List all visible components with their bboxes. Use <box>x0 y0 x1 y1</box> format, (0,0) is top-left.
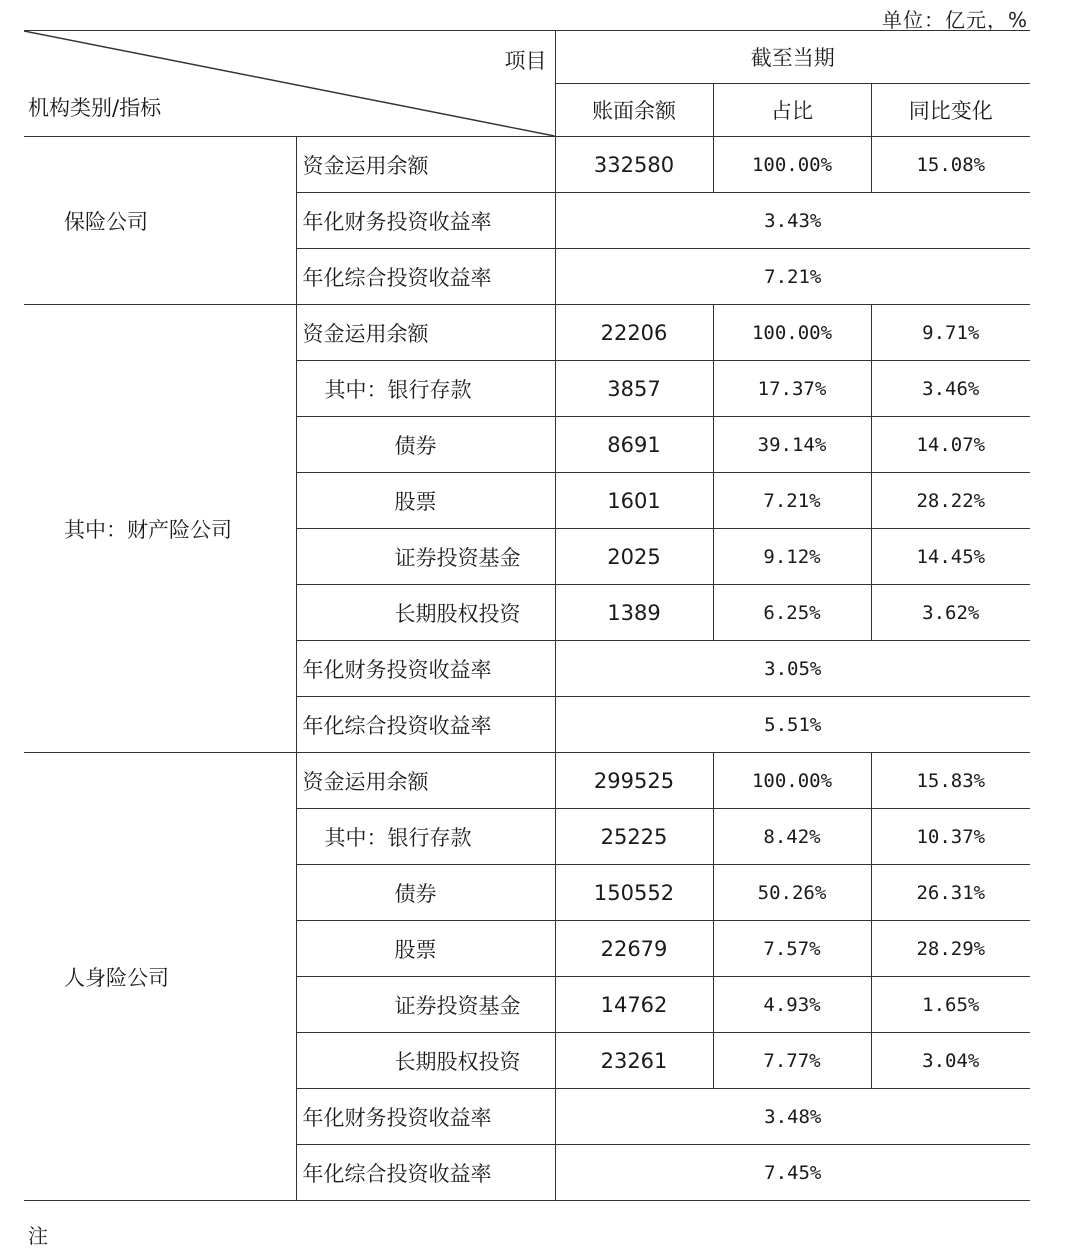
return-rate-value: 3.05% <box>555 641 1030 697</box>
return-rate-label: 年化综合投资收益率 <box>296 1145 555 1201</box>
balance-value: 1601 <box>555 473 713 529</box>
balance-value: 22679 <box>555 921 713 977</box>
yoy-value: 10.37% <box>871 809 1030 865</box>
diagonal-header-cell <box>24 31 555 137</box>
indicator-label: 其中：银行存款 <box>296 361 555 417</box>
yoy-value: 28.29% <box>871 921 1030 977</box>
return-rate-label: 年化财务投资收益率 <box>296 193 555 249</box>
institution-category-cell: 其中：财产险公司 <box>24 305 296 753</box>
balance-value: 150552 <box>555 865 713 921</box>
yoy-value: 15.83% <box>871 753 1030 809</box>
indicator-label: 股票 <box>296 473 555 529</box>
indicator-label: 长期股权投资 <box>296 585 555 641</box>
institution-category-cell: 保险公司 <box>24 137 296 305</box>
unit-label: 单位：亿元，% <box>881 8 1028 32</box>
yoy-value: 14.07% <box>871 417 1030 473</box>
balance-value: 22206 <box>555 305 713 361</box>
yoy-value: 28.22% <box>871 473 1030 529</box>
indicator-label: 资金运用余额 <box>296 753 555 809</box>
return-rate-value: 7.21% <box>555 249 1030 305</box>
share-column-header: 占比 <box>713 84 871 137</box>
yoy-value: 15.08% <box>871 137 1030 193</box>
return-rate-label: 年化财务投资收益率 <box>296 1089 555 1145</box>
table-row <box>24 753 1030 809</box>
share-value: 100.00% <box>713 305 871 361</box>
balance-value: 23261 <box>555 1033 713 1089</box>
yoy-value: 3.46% <box>871 361 1030 417</box>
fund-utilization-table <box>24 30 1030 1201</box>
indicator-label: 股票 <box>296 921 555 977</box>
share-value: 7.77% <box>713 1033 871 1089</box>
header-row-1 <box>24 31 1030 84</box>
balance-value: 25225 <box>555 809 713 865</box>
indicator-label: 资金运用余额 <box>296 137 555 193</box>
share-value: 39.14% <box>713 417 871 473</box>
balance-value: 14762 <box>555 977 713 1033</box>
return-rate-label: 年化综合投资收益率 <box>296 697 555 753</box>
share-value: 17.37% <box>713 361 871 417</box>
return-rate-value: 7.45% <box>555 1145 1030 1201</box>
yoy-value: 9.71% <box>871 305 1030 361</box>
share-value: 8.42% <box>713 809 871 865</box>
share-value: 7.57% <box>713 921 871 977</box>
yoy-value: 14.45% <box>871 529 1030 585</box>
yoy-value: 3.04% <box>871 1033 1030 1089</box>
balance-value: 3857 <box>555 361 713 417</box>
yoy-value: 26.31% <box>871 865 1030 921</box>
share-value: 50.26% <box>713 865 871 921</box>
share-value: 9.12% <box>713 529 871 585</box>
category-header-label: 机构类别/指标 <box>28 96 162 120</box>
yoy-value: 3.62% <box>871 585 1030 641</box>
share-value: 100.00% <box>713 137 871 193</box>
indicator-label: 资金运用余额 <box>296 305 555 361</box>
balance-value: 2025 <box>555 529 713 585</box>
indicator-label: 其中：银行存款 <box>296 809 555 865</box>
share-value: 7.21% <box>713 473 871 529</box>
period-header: 截至当期 <box>555 31 1030 84</box>
yoy-column-header: 同比变化 <box>871 84 1030 137</box>
table-row <box>24 137 1030 193</box>
yoy-value: 1.65% <box>871 977 1030 1033</box>
indicator-label: 长期股权投资 <box>296 1033 555 1089</box>
item-header-label: 项目 <box>504 49 547 73</box>
indicator-label: 债券 <box>296 417 555 473</box>
balance-value: 299525 <box>555 753 713 809</box>
indicator-label: 证券投资基金 <box>296 529 555 585</box>
return-rate-value: 3.43% <box>555 193 1030 249</box>
return-rate-value: 3.48% <box>555 1089 1030 1145</box>
share-value: 4.93% <box>713 977 871 1033</box>
indicator-label: 债券 <box>296 865 555 921</box>
indicator-label: 证券投资基金 <box>296 977 555 1033</box>
share-value: 6.25% <box>713 585 871 641</box>
return-rate-value: 5.51% <box>555 697 1030 753</box>
return-rate-label: 年化财务投资收益率 <box>296 641 555 697</box>
balance-value: 1389 <box>555 585 713 641</box>
footnote-label: 注 <box>28 1224 48 1248</box>
balance-value: 332580 <box>555 137 713 193</box>
balance-column-header: 账面余额 <box>555 84 713 137</box>
table-row <box>24 305 1030 361</box>
balance-value: 8691 <box>555 417 713 473</box>
return-rate-label: 年化综合投资收益率 <box>296 249 555 305</box>
share-value: 100.00% <box>713 753 871 809</box>
institution-category-cell: 人身险公司 <box>24 753 296 1201</box>
